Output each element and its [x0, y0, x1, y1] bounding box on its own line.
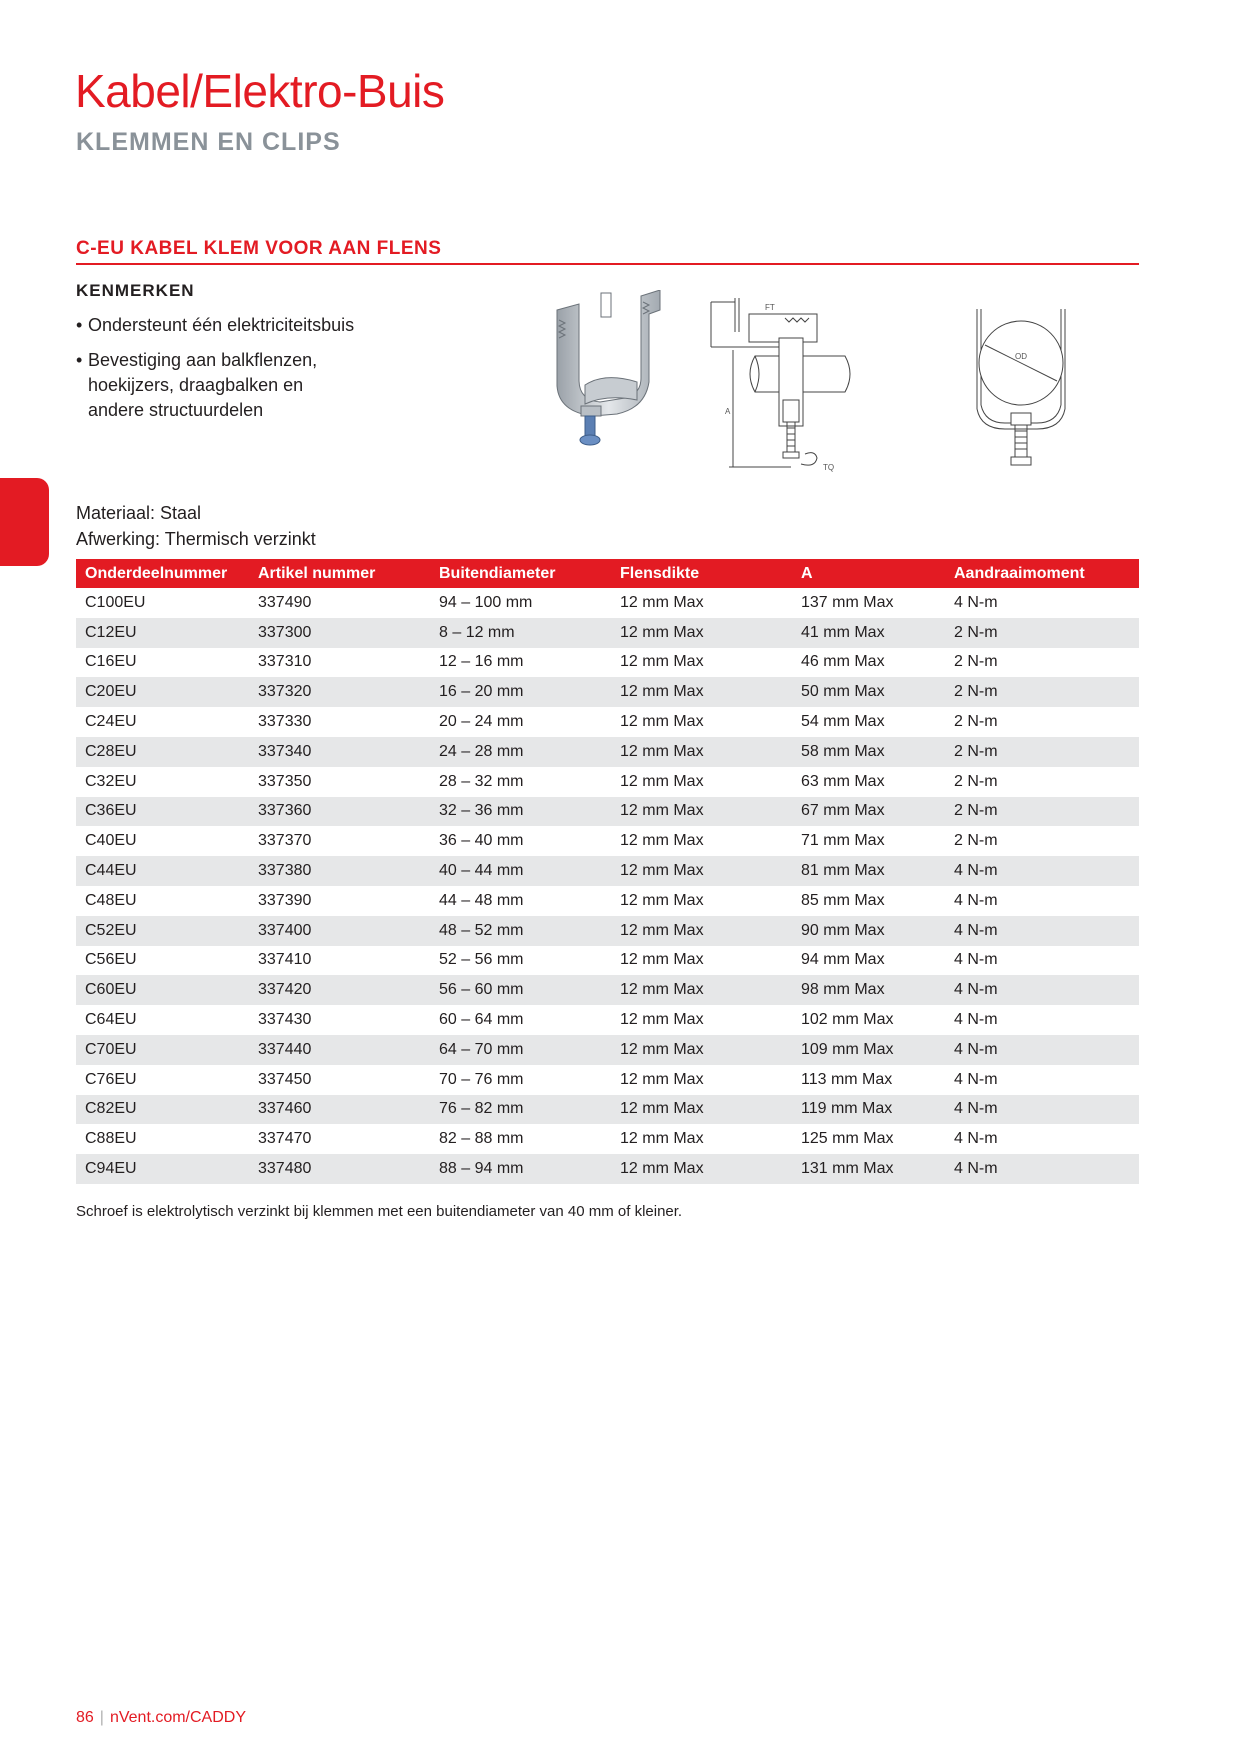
table-row	[76, 826, 1139, 856]
label-od: OD	[1015, 352, 1027, 361]
table-cell: 12 mm Max	[620, 856, 801, 886]
table-cell: 4 N-m	[954, 1035, 1139, 1065]
table-cell: 28 – 32 mm	[439, 772, 524, 790]
table-cell: 2 N-m	[954, 797, 1139, 827]
label-a: A	[725, 407, 731, 416]
table-cell: 52 – 56 mm	[439, 951, 524, 969]
table-cell: 337310	[258, 653, 312, 671]
table-cell: 337330	[258, 713, 312, 731]
table-cell: 20 – 24 mm	[439, 713, 524, 731]
page-subtitle: KLEMMEN EN CLIPS	[76, 128, 341, 156]
table-cell: 16 – 20 mm	[439, 677, 620, 707]
table-cell: C82EU	[76, 1095, 258, 1125]
table-cell: 109 mm Max	[801, 1035, 954, 1065]
table-cell: 4 N-m	[954, 1154, 1139, 1184]
table-cell: 4 N-m	[954, 856, 1139, 886]
table-cell: 337390	[258, 891, 312, 909]
table-row	[76, 856, 1139, 886]
table-cell: 46 mm Max	[801, 653, 885, 671]
table-cell: 12 mm Max	[620, 713, 704, 731]
table-cell: 12 mm Max	[620, 1070, 704, 1088]
table-cell: 56 – 60 mm	[439, 975, 620, 1005]
table-row	[76, 946, 1139, 976]
table-cell: 337300	[258, 618, 439, 648]
table-cell: C36EU	[76, 797, 258, 827]
table-cell: 4 N-m	[954, 1130, 998, 1148]
table-cell: 36 – 40 mm	[439, 832, 524, 850]
table-cell: 337400	[258, 916, 439, 946]
table-cell: 90 mm Max	[801, 916, 954, 946]
footer-url[interactable]: nVent.com/CADDY	[109, 1709, 247, 1726]
table-cell: 337350	[258, 772, 312, 790]
table-cell: 4 N-m	[954, 1095, 1139, 1125]
table-row	[76, 1065, 1139, 1095]
features-list	[76, 313, 496, 433]
table-cell: 12 mm Max	[620, 593, 704, 611]
table-cell: 4 N-m	[954, 1070, 998, 1088]
table-cell: C100EU	[85, 593, 146, 611]
table-cell: 12 mm Max	[620, 677, 801, 707]
table-cell: 40 – 44 mm	[439, 856, 620, 886]
table-cell: C16EU	[85, 653, 137, 671]
column-header: Flensdikte	[620, 559, 801, 588]
table-row	[76, 677, 1139, 707]
table-cell: 63 mm Max	[801, 772, 885, 790]
table-cell: 85 mm Max	[801, 891, 885, 909]
table-cell: 337440	[258, 1035, 439, 1065]
table-row	[76, 916, 1139, 946]
table-cell: 70 – 76 mm	[439, 1070, 524, 1088]
table-cell: 12 – 16 mm	[439, 653, 524, 671]
table-cell: 337360	[258, 797, 439, 827]
table-cell: 337370	[258, 832, 312, 850]
label-tq: TQ	[823, 463, 835, 472]
table-cell: 4 N-m	[954, 916, 1139, 946]
material-text: Materiaal: Staal	[76, 503, 202, 523]
table-row	[76, 588, 1139, 618]
table-cell: 2 N-m	[954, 618, 1139, 648]
table-cell: 44 – 48 mm	[439, 891, 524, 909]
table-cell: 8 – 12 mm	[439, 618, 620, 648]
table-cell: 4 N-m	[954, 1011, 998, 1029]
table-cell: 12 mm Max	[620, 1130, 704, 1148]
table-cell: 102 mm Max	[801, 1011, 894, 1029]
section-title: C-EU KABEL KLEM VOOR AAN FLENS	[76, 238, 442, 259]
table-cell: 50 mm Max	[801, 677, 954, 707]
table-cell: 12 mm Max	[620, 951, 704, 969]
table-cell: C32EU	[85, 772, 137, 790]
table-cell: 98 mm Max	[801, 975, 954, 1005]
feature-item: • Bevestiging aan balkflenzen, hoekijzers, draagbalken en andere structuurdelen	[76, 348, 338, 423]
table-row	[76, 1124, 1139, 1154]
label-ft: FT	[765, 303, 775, 312]
table-cell: 131 mm Max	[801, 1154, 954, 1184]
table-row	[76, 1005, 1139, 1035]
table-cell: C12EU	[76, 618, 258, 648]
feature-item: • Ondersteunt één elektriciteitsbuis	[76, 313, 496, 338]
table-cell: 337480	[258, 1154, 439, 1184]
table-cell: 12 mm Max	[620, 975, 801, 1005]
column-header: Buitendiameter	[439, 559, 620, 588]
table-cell: C88EU	[85, 1130, 137, 1148]
table-row	[76, 1095, 1139, 1125]
footer-separator: |	[99, 1709, 104, 1726]
table-cell: C20EU	[76, 677, 258, 707]
table-cell: 12 mm Max	[620, 1154, 801, 1184]
table-cell: 12 mm Max	[620, 797, 801, 827]
table-cell: 337340	[258, 737, 439, 767]
table-cell: 94 – 100 mm	[439, 593, 533, 611]
column-header: Onderdeelnummer	[76, 559, 258, 588]
table-cell: 12 mm Max	[620, 891, 704, 909]
features-title: KENMERKEN	[76, 281, 195, 300]
front-view-diagram	[965, 305, 1085, 475]
table-cell: 94 mm Max	[801, 951, 885, 969]
table-cell: 32 – 36 mm	[439, 797, 620, 827]
table-cell: 2 N-m	[954, 737, 1139, 767]
footnote: Schroef is elektrolytisch verzinkt bij klemmen met een buitendiameter van 40 mm of kleiner.	[76, 1203, 683, 1220]
table-cell: 12 mm Max	[620, 1035, 801, 1065]
table-cell: 337430	[258, 1011, 312, 1029]
table-row	[76, 797, 1139, 827]
table-cell: 137 mm Max	[801, 593, 894, 611]
table-row	[76, 737, 1139, 767]
table-cell: C48EU	[85, 891, 137, 909]
table-cell: 125 mm Max	[801, 1130, 894, 1148]
table-row	[76, 1035, 1139, 1065]
table-cell: 2 N-m	[954, 653, 998, 671]
table-cell: 64 – 70 mm	[439, 1035, 620, 1065]
table-cell: 82 – 88 mm	[439, 1130, 524, 1148]
table-cell: 337450	[258, 1070, 312, 1088]
table-cell: C28EU	[76, 737, 258, 767]
table-cell: 2 N-m	[954, 832, 998, 850]
table-cell: C64EU	[85, 1011, 137, 1029]
table-cell: 337380	[258, 856, 439, 886]
table-cell: C60EU	[76, 975, 258, 1005]
table-cell: 58 mm Max	[801, 737, 954, 767]
column-header: Aandraaimoment	[954, 559, 1139, 588]
table-cell: 4 N-m	[954, 593, 998, 611]
table-cell: 12 mm Max	[620, 832, 704, 850]
page-title: Kabel/Elektro-Buis	[75, 65, 445, 117]
table-cell: C70EU	[76, 1035, 258, 1065]
table-cell: 337460	[258, 1095, 439, 1125]
table-cell: 12 mm Max	[620, 653, 704, 671]
table-cell: 12 mm Max	[620, 1095, 801, 1125]
side-tab-marker	[0, 478, 49, 566]
table-cell: 2 N-m	[954, 677, 1139, 707]
table-cell: C76EU	[85, 1070, 137, 1088]
table-cell: 24 – 28 mm	[439, 737, 620, 767]
table-cell: C44EU	[76, 856, 258, 886]
table-header-row	[76, 559, 1139, 588]
table-cell: 60 – 64 mm	[439, 1011, 524, 1029]
table-row	[76, 618, 1139, 648]
table-cell: 12 mm Max	[620, 737, 801, 767]
table-row	[76, 707, 1139, 737]
table-row	[76, 767, 1139, 797]
table-cell: 337420	[258, 975, 439, 1005]
table-cell: 81 mm Max	[801, 856, 954, 886]
table-body	[76, 588, 1139, 1184]
table-cell: 12 mm Max	[620, 1011, 704, 1029]
table-cell: C56EU	[85, 951, 137, 969]
table-cell: 12 mm Max	[620, 916, 801, 946]
table-cell: 337490	[258, 593, 312, 611]
table-cell: 119 mm Max	[801, 1095, 954, 1125]
table-cell: 113 mm Max	[801, 1070, 893, 1088]
spec-table	[76, 559, 1139, 1184]
table-cell: C94EU	[76, 1154, 258, 1184]
page-footer	[76, 1709, 246, 1727]
table-cell: 2 N-m	[954, 713, 998, 731]
table-cell: 337410	[258, 951, 312, 969]
table-cell: 4 N-m	[954, 951, 998, 969]
product-photo	[545, 290, 665, 465]
table-cell: 48 – 52 mm	[439, 916, 620, 946]
table-cell: 12 mm Max	[620, 772, 704, 790]
table-row	[76, 1154, 1139, 1184]
table-cell: 67 mm Max	[801, 797, 954, 827]
table-row	[76, 886, 1139, 916]
table-cell: 71 mm Max	[801, 832, 885, 850]
table-cell: C52EU	[76, 916, 258, 946]
table-cell: 12 mm Max	[620, 618, 801, 648]
table-cell: 76 – 82 mm	[439, 1095, 620, 1125]
side-view-diagram	[705, 292, 855, 477]
page-number: 86	[76, 1709, 94, 1726]
section-divider	[76, 263, 1139, 265]
table-cell: 54 mm Max	[801, 713, 885, 731]
column-header: Artikel nummer	[258, 559, 439, 588]
table-cell: C24EU	[85, 713, 137, 731]
finish-text: Afwerking: Thermisch verzinkt	[76, 529, 316, 549]
table-cell: 88 – 94 mm	[439, 1154, 620, 1184]
table-cell: 2 N-m	[954, 772, 998, 790]
table-cell: 337470	[258, 1130, 312, 1148]
table-cell: 41 mm Max	[801, 618, 954, 648]
column-header: A	[801, 559, 954, 588]
table-cell: 4 N-m	[954, 975, 1139, 1005]
table-row	[76, 975, 1139, 1005]
table-cell: 337320	[258, 677, 439, 707]
table-row	[76, 648, 1139, 678]
table-cell: C40EU	[85, 832, 137, 850]
table-cell: 4 N-m	[954, 891, 998, 909]
